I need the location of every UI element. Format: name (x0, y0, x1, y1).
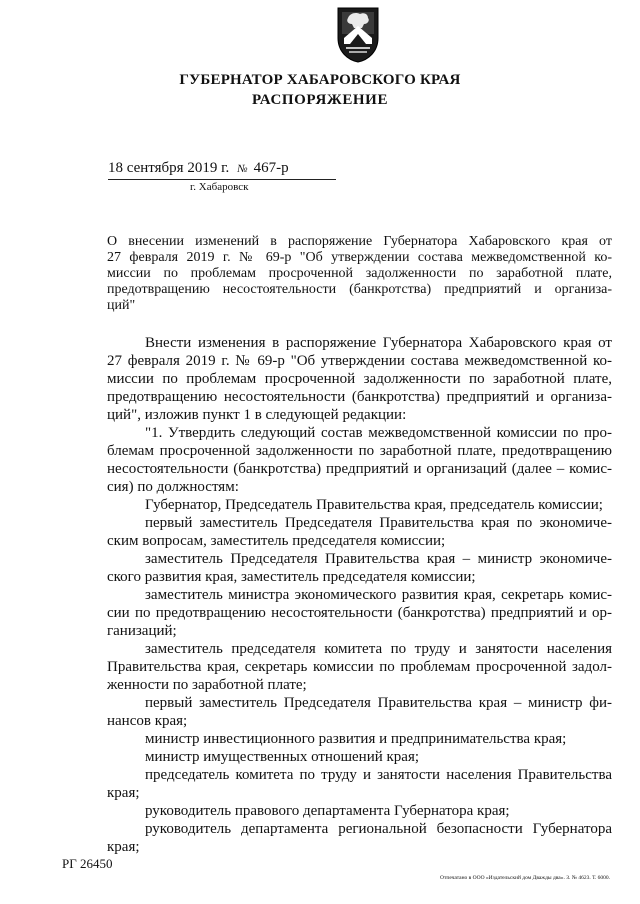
commission-member-item (107, 766, 612, 802)
member-line: женности по заработной плате; (107, 677, 307, 693)
document-type: РАСПОРЯЖЕНИЕ (251, 92, 389, 108)
member-line: заместитель Председателя Правительства края – министр экономиче- (145, 551, 612, 567)
member-line: первый заместитель Председателя Правительства края – министр фи- (145, 695, 612, 711)
member-line: края; (107, 785, 140, 801)
commission-member-item (107, 802, 612, 820)
commission-member-item (107, 496, 612, 514)
commission-member-item (107, 550, 612, 586)
body-line: 27 февраля 2019 г. № 69-р "Об утверждении состава межведомственной ко- (107, 353, 612, 369)
commission-member-item (107, 640, 612, 694)
member-line: сии по предотвращению несостоятельности (банкротства) предприятий и ор- (107, 605, 612, 621)
commission-members-list (107, 496, 612, 856)
member-line: председатель комитета по труду и занятости населения Правительства (145, 767, 612, 783)
commission-member-item (107, 820, 612, 856)
body-line: миссии по проблемам просроченной задолженности по заработной плате, (107, 371, 612, 387)
subject-line: 27 февраля 2019 г. № 69-р "Об утверждении состава межведомственной ко- (107, 250, 612, 265)
member-line: Губернатор, Председатель Правительства края, председатель комиссии; (145, 497, 603, 513)
member-line: Правительства края, секретарь комиссии по проблемам просроченной задол- (107, 659, 612, 675)
subject-line: ций" (107, 298, 136, 313)
member-line: заместитель министра экономического развития края, секретарь комис- (145, 587, 612, 603)
member-line: заместитель председателя комитета по труду и занятости населения (145, 641, 612, 657)
subject-line: миссии по проблемам просроченной задолженности по заработной плате, (107, 266, 612, 281)
member-line: руководитель департамента региональной безопасности Губернатора (145, 821, 612, 837)
registration-code: РГ 26450 (62, 856, 113, 871)
document-number: 467-р (253, 160, 289, 176)
member-line: края; (107, 839, 140, 855)
body-line: Внести изменения в распоряжение Губернатора Хабаровского края от (145, 335, 612, 351)
member-line: ского развития края, заместитель председателя комиссии; (107, 569, 476, 585)
member-line: первый заместитель Председателя Правительства края по экономиче- (145, 515, 612, 531)
point-1-paragraph (107, 424, 612, 496)
intro-paragraph (107, 334, 612, 424)
body-line: "1. Утвердить следующий состав межведомственной комиссии по про- (145, 425, 612, 441)
commission-member-item (107, 694, 612, 730)
subject-line: О внесении изменений в распоряжение Губернатора Хабаровского края от (107, 234, 612, 249)
number-sign: № (237, 163, 248, 175)
member-line: министр имущественных отношений края; (145, 749, 420, 765)
commission-member-item (107, 748, 612, 766)
subject-line: предотвращению несостоятельности (банкротства) предприятий и организа- (107, 282, 612, 297)
member-line: ским вопросам, заместитель председателя комиссии; (107, 533, 446, 549)
body-line: несостоятельности (банкротства) предприятий и организаций (далее – комис- (107, 461, 612, 477)
member-line: нансов края; (107, 713, 188, 729)
date-underline (108, 179, 336, 180)
member-line: ганизаций; (107, 623, 177, 639)
date-number-line (108, 160, 314, 177)
commission-member-item (107, 514, 612, 550)
commission-member-item (107, 730, 612, 748)
subject-heading (107, 234, 612, 314)
body-line: предотвращению несостоятельности (банкротства) предприятий и организа- (107, 389, 612, 405)
body-line: ций", изложив пункт 1 в следующей редакции: (107, 407, 407, 423)
document-body (107, 334, 612, 856)
city: г. Хабаровск (190, 181, 249, 193)
member-line: министр инвестиционного развития и предпринимательства края; (145, 731, 567, 747)
document-date: 18 сентября 2019 г. (108, 160, 230, 176)
body-line: сия) по должностям: (107, 479, 239, 495)
khabarovsk-krai-coat-of-arms-icon (334, 4, 382, 64)
authority-title: ГУБЕРНАТОР ХАБАРОВСКОГО КРАЯ (179, 72, 461, 88)
commission-member-item (107, 586, 612, 640)
printer-imprint: Отпечатано в ООО «Издательский дом Дважды два». З. № 4623. Т. 6000. (440, 875, 611, 881)
member-line: руководитель правового департамента Губернатора края; (145, 803, 510, 819)
body-line: блемам просроченной задолженности по заработной плате, предотвращению (107, 443, 612, 459)
